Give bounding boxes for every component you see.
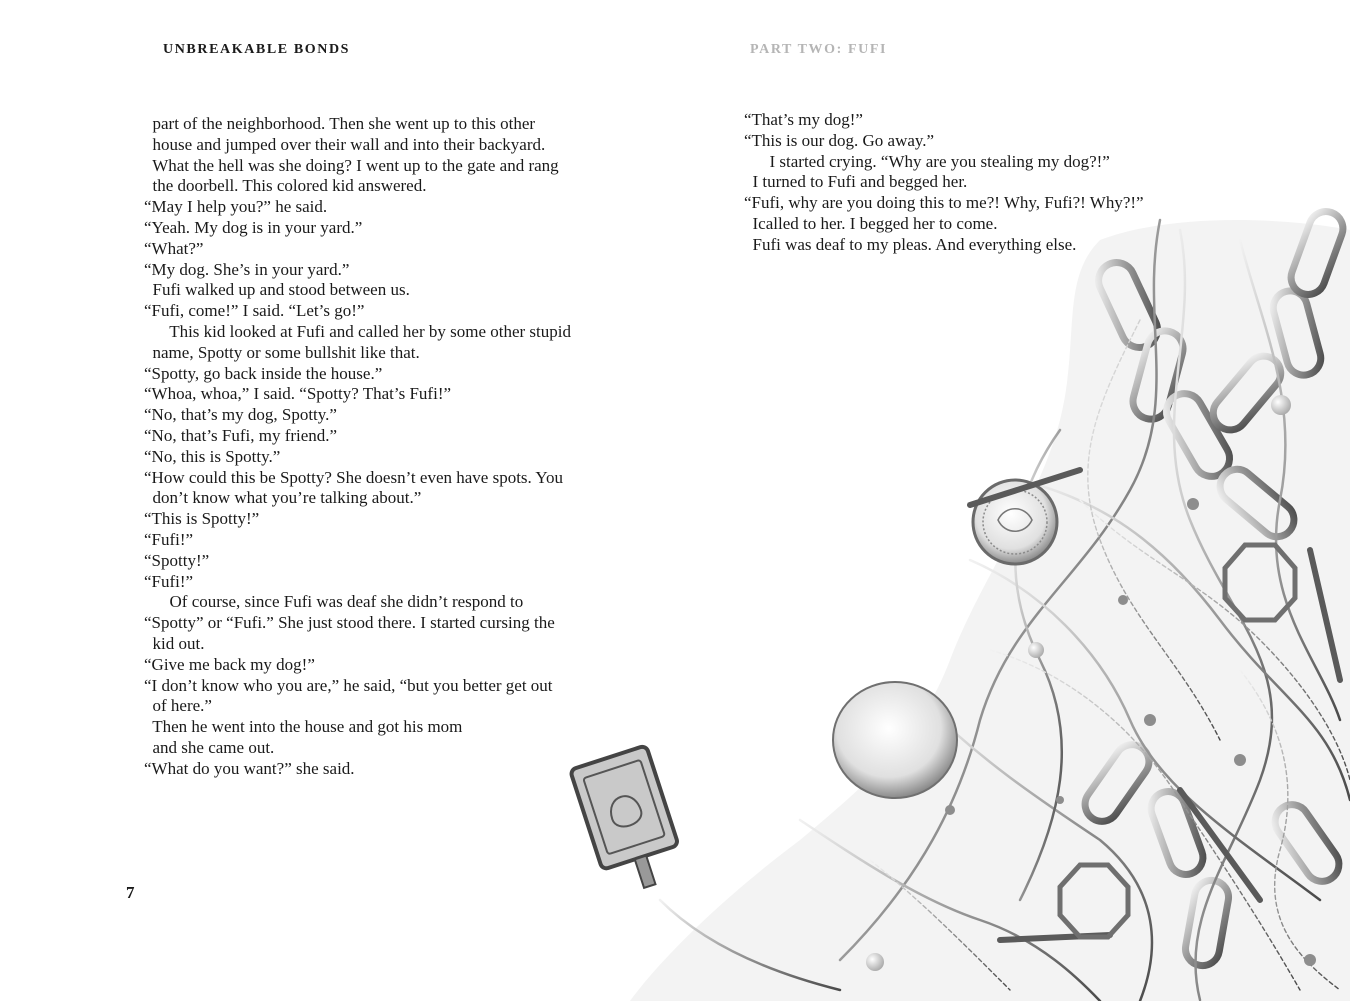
text-line: Fufi was deaf to my pleas. And everything else. [744, 234, 1077, 254]
text-line: “No, that’s Fufi, my friend.” [144, 425, 338, 445]
text-line: “No, that’s my dog, Spotty.” [144, 405, 337, 425]
text-line: “I don’t know who you are,” he said, “but you better get out [144, 675, 553, 695]
running-head-left: UNBREAKABLE BONDS [163, 42, 351, 57]
text-line: I turned to Fufi and begged her. [744, 172, 968, 192]
left-page-text [144, 114, 571, 780]
text-line: “Spotty” or “Fufi.” She just stood there. I started cursing the [144, 613, 555, 633]
text-line: “Yeah. My dog is in your yard.” [144, 217, 363, 237]
text-line: and she came out. [144, 737, 275, 757]
text-line: “What do you want?” she said. [144, 758, 355, 778]
text-line: Then he went into the house and got his mom [144, 717, 463, 737]
text-line: “No, this is Spotty.” [144, 446, 281, 466]
text-line: “This is Spotty!” [144, 509, 260, 529]
disc-pendant-icon [833, 682, 957, 798]
text-line: kid out. [144, 633, 205, 653]
text-line: “That’s my dog!” [744, 110, 863, 129]
text-line: Of course, since Fufi was deaf she didn’t respond to [144, 592, 524, 612]
text-line: “Fufi, why are you doing this to me?! Why, Fufi?! Why?!” [744, 193, 1144, 213]
text-line: the doorbell. This colored kid answered. [144, 176, 427, 196]
text-line: “May I help you?” he said. [144, 197, 328, 217]
text-line: “How could this be Spotty? She doesn’t even have spots. You [144, 467, 563, 487]
running-head-right: PART TWO: FUFI [750, 42, 888, 57]
text-line: “Fufi!” [144, 571, 194, 591]
text-line: “Spotty!” [144, 550, 210, 570]
text-line: “This is our dog. Go away.” [744, 130, 935, 150]
text-line: “Give me back my dog!” [144, 654, 315, 674]
book-pendant-icon [570, 745, 688, 898]
right-page-text [744, 110, 1144, 256]
text-line: “My dog. She’s in your yard.” [144, 259, 350, 279]
text-line: part of the neighborhood. Then she went up to this other [144, 114, 536, 133]
text-line: What the hell was she doing? I went up to the gate and rang [144, 155, 559, 175]
text-line: Fufi walked up and stood between us. [144, 280, 410, 300]
text-line: “Spotty, go back inside the house.” [144, 363, 383, 383]
text-line: house and jumped over their wall and into their backyard. [144, 134, 546, 154]
text-line: Icalled to her. I begged her to come. [744, 213, 998, 233]
text-line: “What?” [144, 238, 204, 258]
text-line: “Fufi!” [144, 529, 194, 549]
page-number: 7 [126, 883, 135, 902]
text-line: “Fufi, come!” I said. “Let’s go!” [144, 301, 365, 321]
text-line: This kid looked at Fufi and called her by some other stupid [144, 321, 571, 341]
text-line: don’t know what you’re talking about.” [144, 488, 422, 508]
silver-jewelry-illustration [540, 200, 1350, 1001]
text-line: name, Spotty or some bullshit like that. [144, 342, 420, 362]
text-line: of here.” [144, 696, 212, 716]
text-line: I started crying. “Why are you stealing my dog?!” [744, 151, 1110, 171]
text-line: “Whoa, whoa,” I said. “Spotty? That’s Fufi!” [144, 384, 452, 404]
